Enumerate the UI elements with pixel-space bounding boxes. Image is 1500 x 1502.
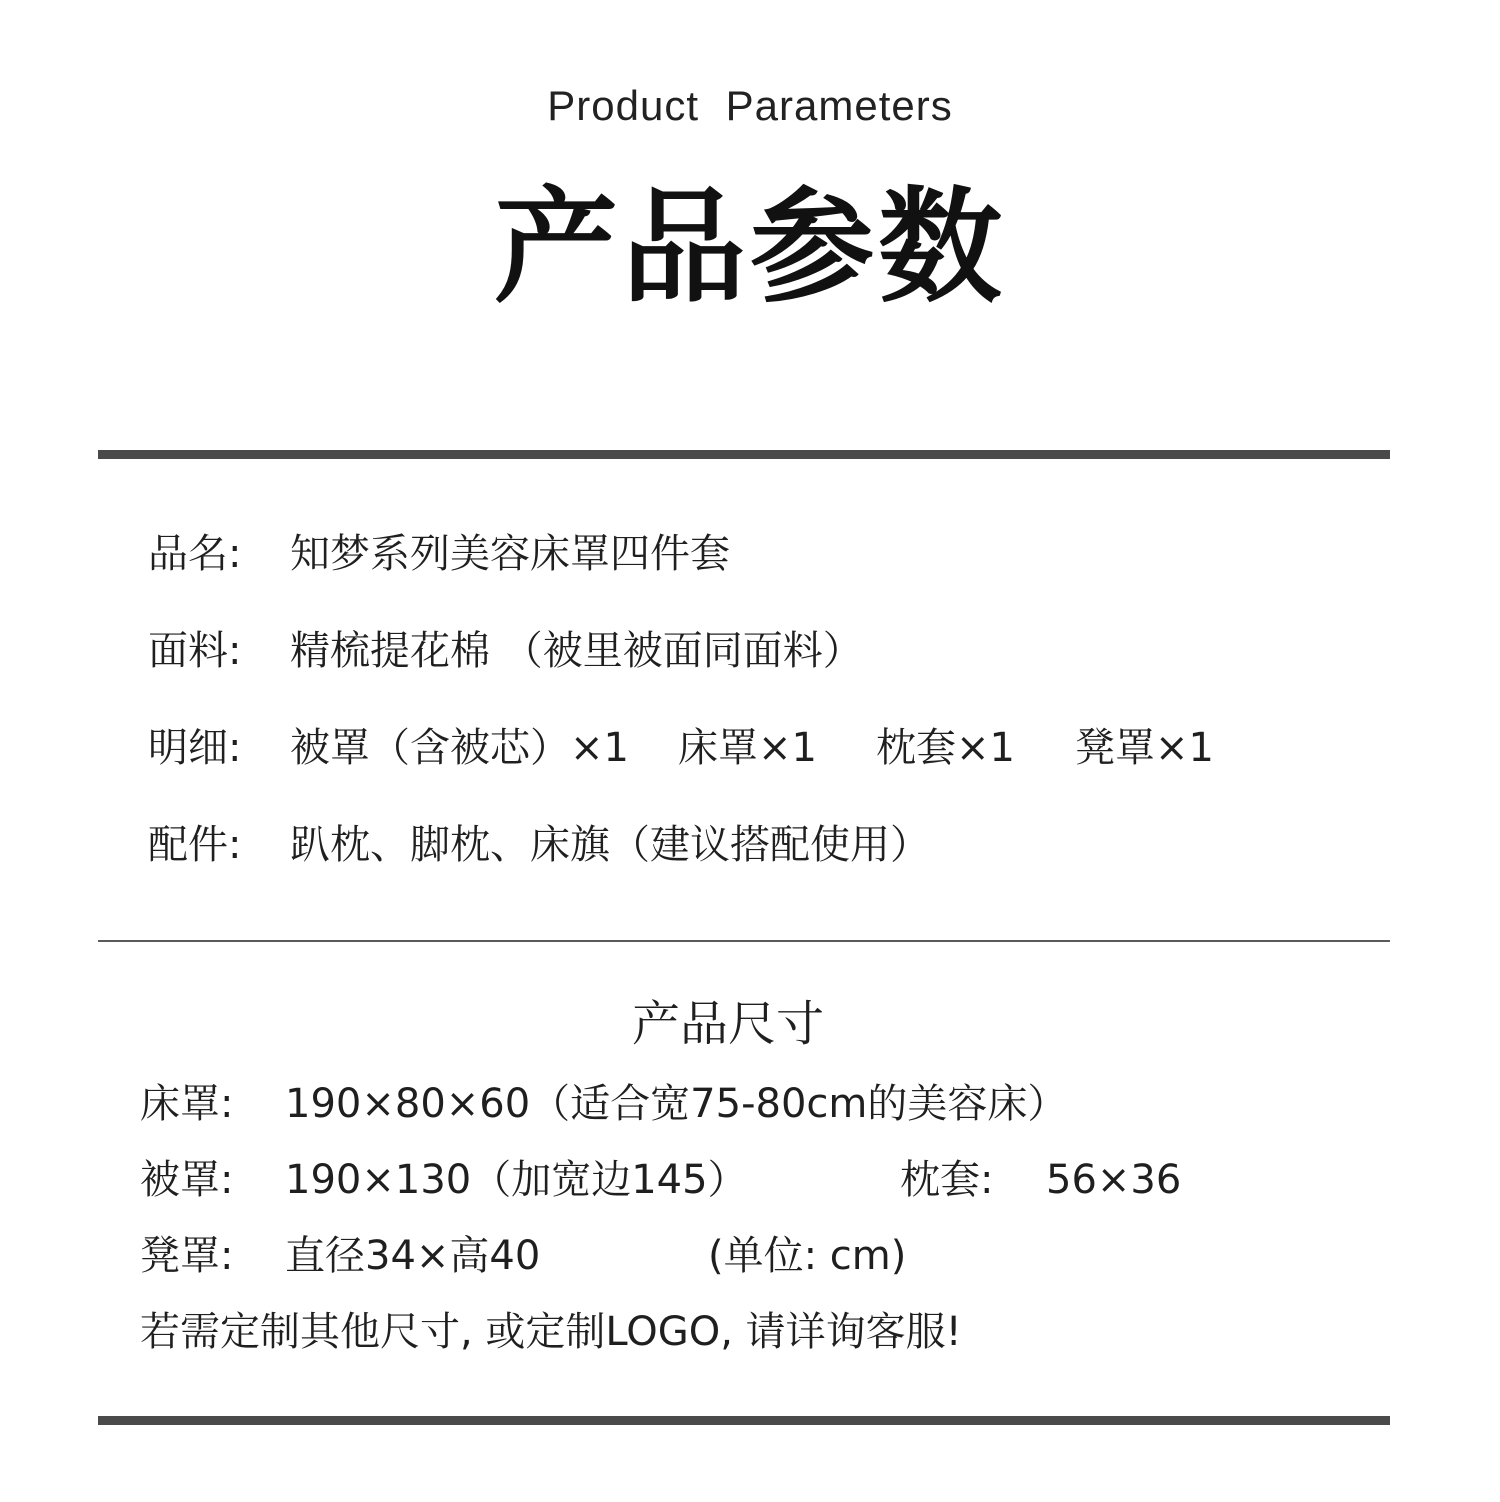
top-divider bbox=[98, 450, 1390, 459]
detail-item-pillow-case: 枕套×1 bbox=[876, 725, 1015, 771]
quilt-cover-size-value: 190×130（加宽边145） bbox=[285, 1157, 748, 1203]
fabric-value: 精梳提花棉 （被里被面同面料） bbox=[290, 628, 863, 674]
detail-label: 明细: bbox=[148, 725, 242, 771]
pillow-size-value: 56×36 bbox=[1046, 1157, 1182, 1203]
pillow-size-label: 枕套: bbox=[900, 1157, 994, 1203]
middle-divider bbox=[98, 940, 1390, 942]
unit-note: (单位: cm) bbox=[708, 1233, 907, 1279]
bed-cover-size-label: 床罩: bbox=[140, 1081, 234, 1127]
bed-cover-size-value: 190×80×60（适合宽75-80cm的美容床） bbox=[285, 1081, 1068, 1127]
size-section-title: 产品尺寸 bbox=[631, 996, 824, 1052]
stool-cover-size-label: 凳罩: bbox=[140, 1233, 234, 1279]
quilt-cover-size-label: 被罩: bbox=[140, 1157, 234, 1203]
accessory-label: 配件: bbox=[148, 822, 242, 868]
page-title: 产品参数 bbox=[493, 176, 1006, 320]
english-title: Product Parameters bbox=[547, 82, 953, 129]
product-name-value: 知梦系列美容床罩四件套 bbox=[290, 531, 730, 577]
bottom-divider bbox=[98, 1416, 1390, 1425]
detail-item-quilt-cover: 被罩（含被芯）×1 bbox=[290, 725, 629, 771]
fabric-label: 面料: bbox=[148, 628, 242, 674]
product-name-label: 品名: bbox=[148, 531, 242, 577]
detail-item-stool-cover: 凳罩×1 bbox=[1075, 725, 1214, 771]
stool-cover-size-value: 直径34×高40 bbox=[285, 1233, 541, 1279]
accessory-value: 趴枕、脚枕、床旗（建议搭配使用） bbox=[290, 822, 930, 868]
custom-order-note: 若需定制其他尺寸, 或定制LOGO, 请详询客服! bbox=[140, 1309, 962, 1355]
detail-item-bed-cover: 床罩×1 bbox=[678, 725, 817, 771]
